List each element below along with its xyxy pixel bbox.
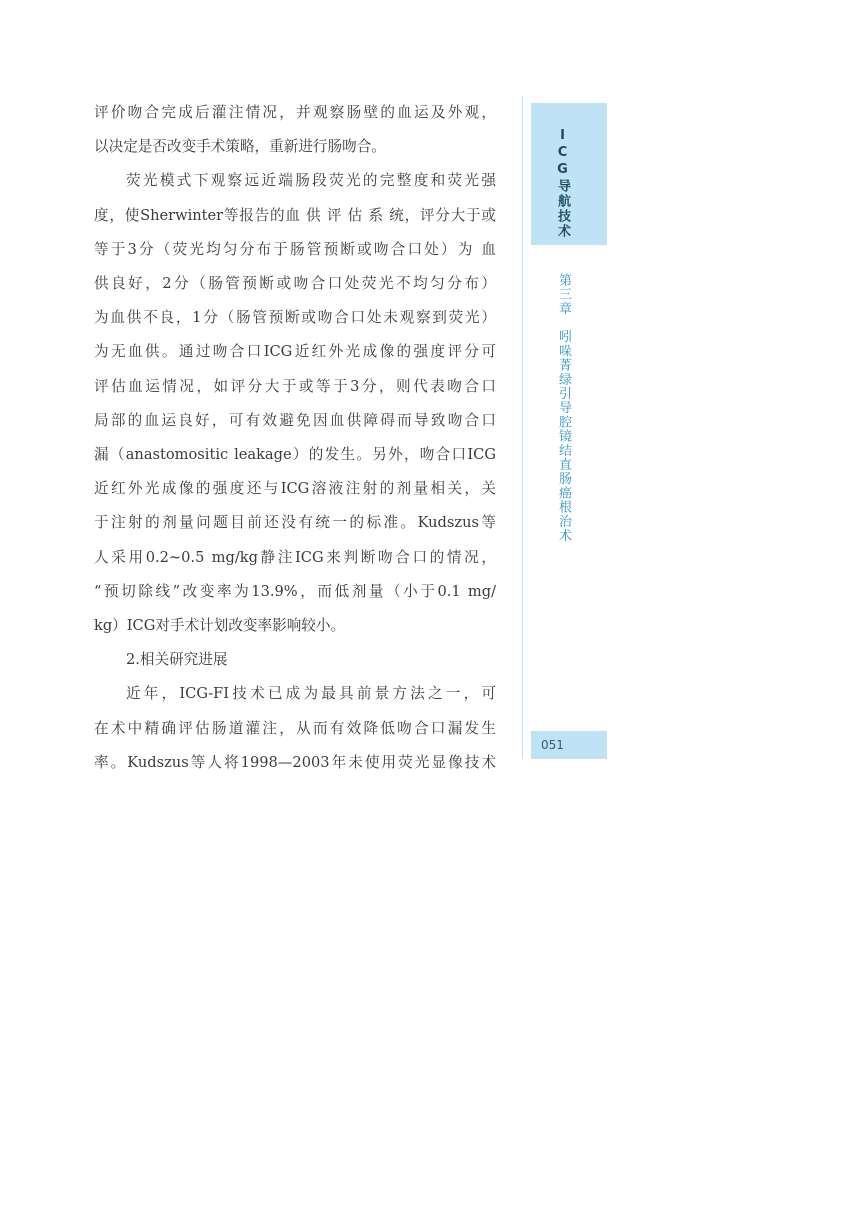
text-line: 近红外光成像的强度还与ICG溶液注射的剂量相关，关 <box>94 480 496 498</box>
page-number: 051 <box>541 738 564 752</box>
text-line: 评估血运情况，如评分大于或等于3分，则代表吻合口 <box>94 377 496 395</box>
column-divider <box>522 96 523 759</box>
section-heading: 2.相关研究进展 <box>126 651 228 669</box>
section-title: ICG导航技术 <box>555 128 570 239</box>
text-line: 在术中精确评估肠道灌注，从而有效降低吻合口漏发生 <box>94 719 496 737</box>
text-line: 以决定是否改变手术策略，重新进行肠吻合。 <box>94 138 386 156</box>
text-line: 于注射的剂量问题目前还没有统一的标准。Kudszus等 <box>94 514 496 532</box>
text-line: “预切除线”改变率为13.9%，而低剂量（小于0.1 mg/ <box>94 582 496 600</box>
text-line: 度，使Sherwinter等报告的血 供 评 估 系 统，评分大于或 <box>94 206 496 224</box>
text-line: 等于3分（荧光均匀分布于肠管预断或吻合口处）为 血 <box>94 240 496 258</box>
text-line: 评价吻合完成后灌注情况，并观察肠壁的血运及外观， <box>94 104 496 121</box>
text-line: 为无血供。通过吻合口ICG近红外光成像的强度评分可 <box>94 343 496 361</box>
text-line: 漏（anastomositic leakage）的发生。另外，吻合口ICG <box>94 446 496 464</box>
text-line: 荧光模式下观察远近端肠段荧光的完整度和荧光强 <box>126 172 496 190</box>
chapter-title: 第三章 吲哚菁绿引导腔镜结直肠癌根治术 <box>556 273 571 543</box>
text-line: 率。Kudszus等人将1998—2003年未使用荧光显像技术 <box>94 753 496 771</box>
text-line: 人采用0.2~0.5 mg/kg静注ICG来判断吻合口的情况， <box>94 548 496 566</box>
text-line: kg）ICG对手术计划改变率影响较小。 <box>94 617 346 635</box>
text-line: 为血供不良，1分（肠管预断或吻合口处未观察到荧光） <box>94 309 496 327</box>
text-line: 供良好，2分（肠管预断或吻合口处荧光不均匀分布） <box>94 275 496 293</box>
body-text <box>94 96 496 780</box>
text-line: 近年，ICG-FI技术已成为最具前景方法之一，可 <box>126 685 496 703</box>
text-line: 局部的血运良好，可有效避免因血供障碍而导致吻合口 <box>94 411 496 429</box>
